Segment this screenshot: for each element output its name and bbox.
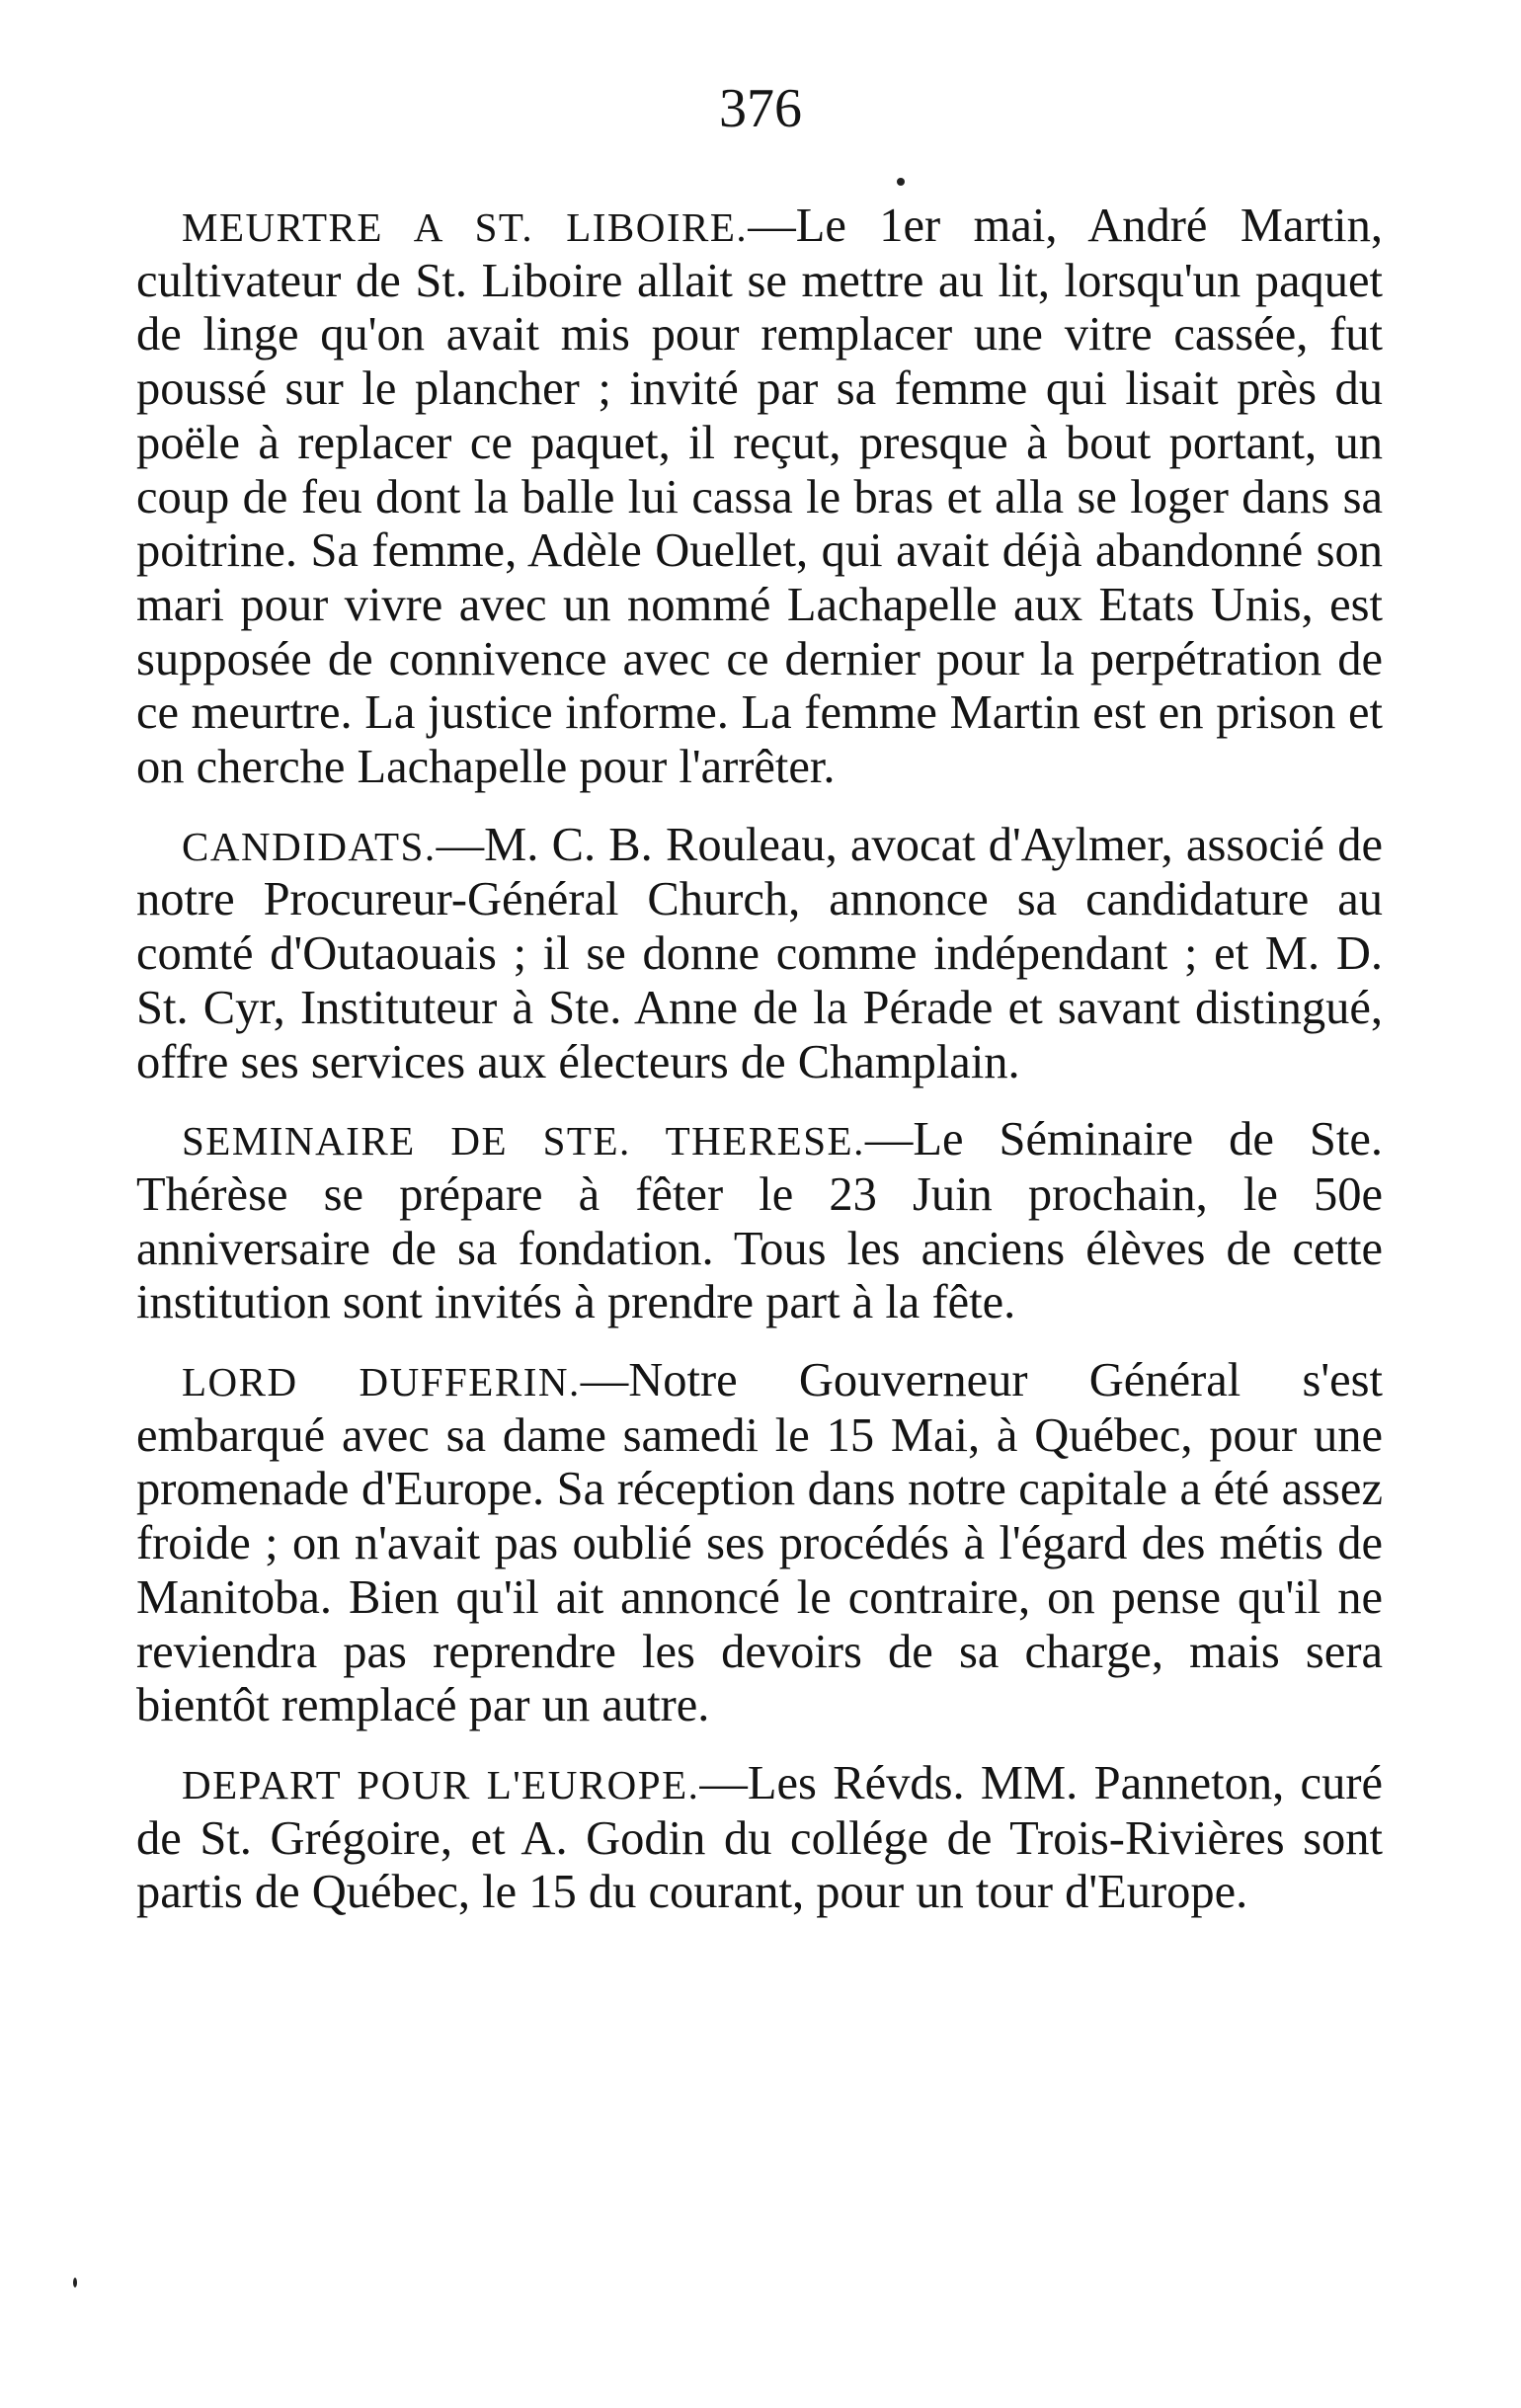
- news-item-text: —Les Révds. MM. Panneton, curé de St. Grégoire, et A. Godin du collége de Trois-Rivières sont partis de Québec, le 15 du courant, pour un tour d'Europe.: [136, 1756, 1383, 1919]
- news-item-meurtre: [136, 200, 1383, 795]
- ink-speck: [897, 178, 905, 186]
- news-item-text: —M. C. B. Rouleau, avocat d'Aylmer, associé de notre Procureur-Général Church, annonce sa candidature au comté d'Outaouais ; il se donne comme indépendant ; et M. D. St. Cyr, Instituteur à Ste. Anne de la Pérade et savant distingué, offre ses services aux électeurs de Champlain.: [136, 818, 1383, 1088]
- news-item-heading: LORD DUFFERIN.: [182, 1359, 581, 1405]
- page-number: 376: [719, 78, 802, 139]
- ink-speck: [73, 2278, 77, 2288]
- news-item-heading: SEMINAIRE DE STE. THERESE.: [182, 1118, 865, 1164]
- news-item-text: —Notre Gouverneur Général s'est embarqué avec sa dame samedi le 15 Mai, à Québec, pour une promenade d'Europe. Sa réception dans notre capitale a été assez froide ; on n'avait pas oublié ses procédés à l'égard des métis de Manitoba. Bien qu'il ait annoncé le contraire, on pense qu'il ne reviendra pas reprendre les devoirs de sa charge, mais sera bientôt remplacé par un autre.: [136, 1354, 1383, 1732]
- news-item-heading: MEURTRE A ST. LIBOIRE.: [182, 204, 749, 250]
- news-item-candidats: [136, 819, 1383, 1090]
- news-item-text: —Le 1er mai, André Martin, cultivateur de St. Liboire allait se mettre au lit, lorsqu'un paquet de linge qu'on avait mis pour remplacer une vitre cassée, fut poussé sur le plancher ; invité par sa femme qui lisait près du poële à replacer ce paquet, il reçut, presque à bout portant, un coup de feu dont la balle lui cassa le bras et alla se loger dans sa poitrine. Sa femme, Adèle Ouellet, qui avait déjà abandonné son mari pour vivre avec un nommé Lachapelle aux Etats Unis, est supposée de connivence avec ce dernier pour la perpétration de ce meurtre. La justice informe. La femme Martin est en prison et on cherche Lachapelle pour l'arrêter.: [136, 200, 1383, 794]
- news-item-heading: DEPART POUR L'EUROPE.: [182, 1761, 700, 1807]
- news-item-depart: [136, 1757, 1383, 1920]
- page-body: [136, 200, 1383, 1944]
- news-item-seminaire: [136, 1113, 1383, 1330]
- news-item-heading: CANDIDATS.: [182, 823, 437, 869]
- news-item-text: —Le Séminaire de Ste. Thérèse se prépare à fêter le 23 Juin prochain, le 50e anniversaire de sa fondation. Tous les anciens élèves de cette institution sont invités à prendre part à la fête.: [136, 1113, 1383, 1329]
- news-item-dufferin: [136, 1354, 1383, 1733]
